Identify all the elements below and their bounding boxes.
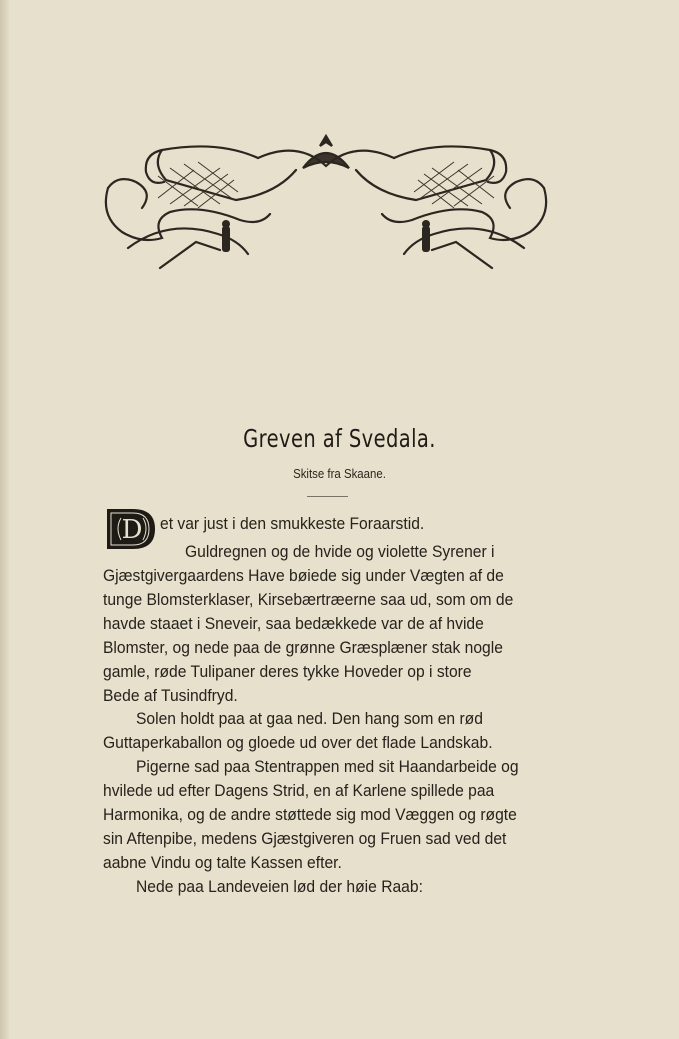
text-line: sin Aftenpibe, medens Gjæstgiveren og Fruen sad ved det <box>103 829 507 848</box>
text-line: Pigerne sad paa Stentrappen med sit Haandarbeide og <box>136 757 519 776</box>
title-divider <box>307 496 348 497</box>
ornament-headpiece-icon <box>98 128 554 278</box>
text-line: Guldregnen og de hvide og violette Syrener i <box>185 542 495 561</box>
text-line: gamle, røde Tulipaner deres tykke Hoveder op i store <box>103 662 472 681</box>
chapter-subtitle: Skitse fra Skaane. <box>293 466 386 481</box>
dropcap-letter: D <box>121 515 143 545</box>
chapter-title: Greven af Svedala. <box>243 424 436 453</box>
text-line: Harmonika, og de andre støttede sig mod Væggen og røgte <box>103 805 517 824</box>
text-line: aabne Vindu og talte Kassen efter. <box>103 853 342 872</box>
text-line: Blomster, og nede paa de grønne Græsplæner stak nogle <box>103 638 503 657</box>
text-line: tunge Blomsterklaser, Kirsebærtræerne saa ud, som om de <box>103 590 514 609</box>
text-line: Solen holdt paa at gaa ned. Den hang som en rød <box>136 709 483 728</box>
dropcap-d-icon <box>103 506 157 552</box>
text-line: hvilede ud efter Dagens Strid, en af Karlene spillede paa <box>103 781 495 800</box>
text-line: Nede paa Landeveien lød der høie Raab: <box>136 877 423 896</box>
page-edge <box>0 0 9 1039</box>
text-line: havde staaet i Sneveir, saa bedækkede var de af hvide <box>103 614 484 633</box>
text-line: Bede af Tusindfryd. <box>103 686 238 705</box>
text-line: Guttaperkaballon og gloede ud over det flade Landskab. <box>103 733 493 752</box>
text-line: et var just i den smukkeste Foraarstid. <box>160 514 425 533</box>
text-line: Gjæstgivergaardens Have bøiede sig under Vægten af de <box>103 566 504 585</box>
